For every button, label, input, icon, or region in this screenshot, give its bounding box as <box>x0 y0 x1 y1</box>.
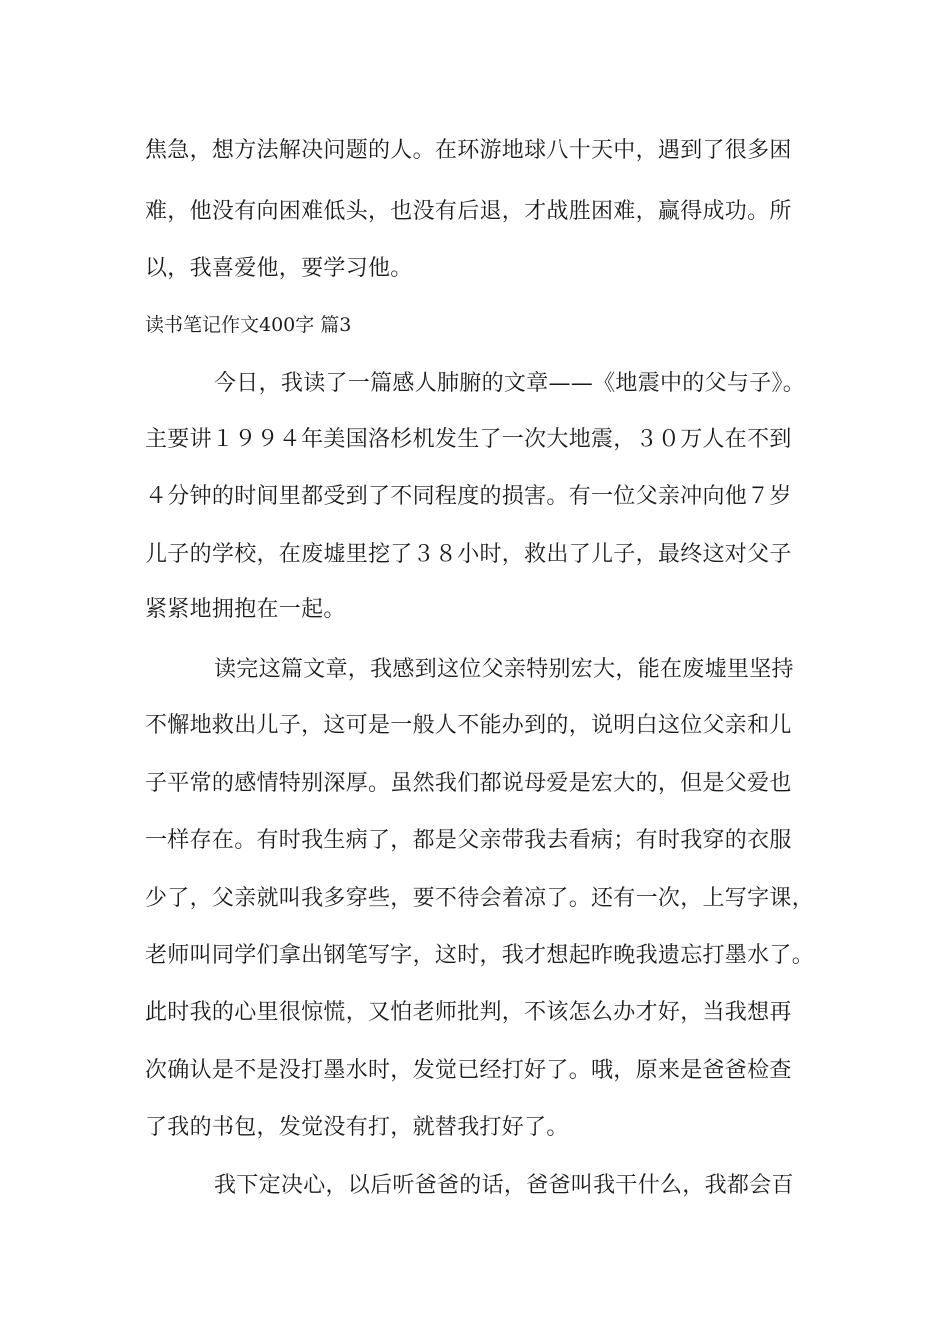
body-line: 焦急，想方法解决问题的人。在环游地球八十天中，遇到了很多困 <box>145 138 792 163</box>
body-line: 不懈地救出儿子，这可是一般人不能办到的，说明白这位父亲和儿 <box>145 713 792 738</box>
paragraph-first-line: 我下定决心，以后听爸爸的话，爸爸叫我干什么，我都会百 <box>214 1173 794 1198</box>
body-line: 以，我喜爱他，要学习他。 <box>145 256 413 281</box>
body-line: 了我的书包，发觉没有打，就替我打好了。 <box>145 1115 569 1140</box>
body-line: 紧紧地拥抱在一起。 <box>145 597 346 622</box>
paragraph-first-line: 今日，我读了一篇感人肺腑的文章——《地震中的父与子》。 <box>214 371 806 396</box>
body-line: 一样存在。有时我生病了，都是父亲带我去看病；有时我穿的衣服 <box>145 828 792 853</box>
body-line: 子平常的感情特别深厚。虽然我们都说母爱是宏大的，但是父爱也 <box>145 771 792 796</box>
section-heading: 读书笔记作文400字 篇3 <box>145 314 352 336</box>
body-line: 老师叫同学们拿出钢笔写字，这时，我才想起昨晚我遗忘打墨水了。 <box>145 943 815 968</box>
body-line: 此时我的心里很惊慌，又怕老师批判，不该怎么办才好，当我想再 <box>145 1000 792 1025</box>
body-line: 主要讲１９９４年美国洛杉机发生了一次大地震，３０万人在不到 <box>145 427 792 452</box>
paragraph-first-line: 读完这篇文章，我感到这位父亲特别宏大，能在废墟里坚持 <box>214 657 794 682</box>
body-line: 难，他没有向困难低头，也没有后退，才战胜困难，赢得成功。所 <box>145 199 792 224</box>
body-line: 次确认是不是没打墨水时，发觉已经打好了。哦，原来是爸爸检查 <box>145 1058 792 1083</box>
body-line: ４分钟的时间里都受到了不同程度的损害。有一位父亲冲向他７岁 <box>145 484 792 509</box>
body-line: 少了，父亲就叫我多穿些，要不待会着凉了。还有一次，上写字课， <box>145 886 815 911</box>
body-line: 儿子的学校，在废墟里挖了３８小时，救出了儿子，最终这对父子 <box>145 542 792 567</box>
